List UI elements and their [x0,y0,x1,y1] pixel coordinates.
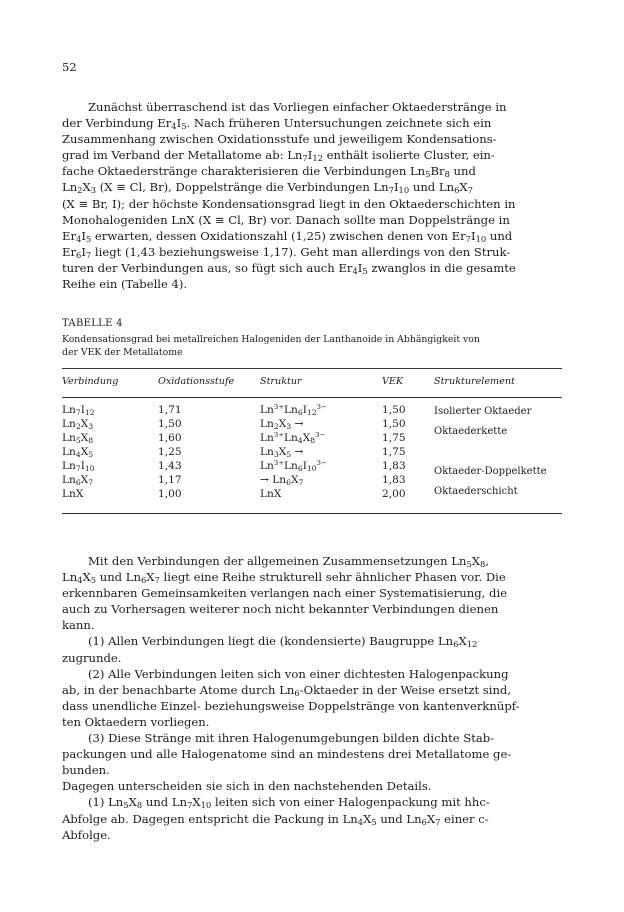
cell-verbindung: $Ln_7I_{10}$ [62,460,95,473]
cell-vek: 1,75 [382,446,406,458]
intro-line: der Verbindung $Er_4I_5$. Nach früheren Untersuchungen zeichnete sich ein [62,116,492,132]
body-line: ten Oktaedern vorliegen. [62,714,210,729]
body-line: (1) Allen Verbindungen liegt die (kondensierte) Baugruppe $Ln_6X_{12}$ [88,634,478,650]
cell-vek: 1,50 [382,418,406,430]
body-text [62,553,562,843]
intro-line: Zusammenhang zwischen Oxidationsstufe und jeweiligem Kondensations- [62,132,497,147]
cell-verbindung: $Ln_2X_3$ [62,418,94,431]
intro-line: fache Oktaederstränge charakterisieren die Verbindungen $Ln_5Br_8$ und [62,164,476,180]
body-line: (3) Diese Stränge mit ihren Halogenumgebungen bilden dichte Stab- [88,731,495,746]
header-verbindung: Verbindung [62,376,119,387]
cell-struktur: $Ln^{3+}Ln_6I_{10}^{3-}$ [260,459,327,473]
body-line: Dagegen unterscheiden sie sich in den nachstehenden Details. [62,779,432,794]
intro-line: $Er_4I_5$ erwarten, dessen Oxidationszahl (1,25) zwischen denen von $Er_7I_{10}$ und [62,228,513,244]
cell-oxidationsstufe: 1,43 [158,460,182,472]
table-bottom-rule [62,513,562,514]
body-line: erkennbaren Gemeinsamkeiten verlangen nach einer Systematisierung, die [62,586,508,601]
body-line: Abfolge. [62,827,111,842]
cell-verbindung: $Ln_6X_7$ [62,474,94,487]
table-header-rule [62,397,562,398]
cell-vek: 1,83 [382,460,406,472]
cell-verbindung: $Ln_5X_8$ [62,432,94,445]
body-line: Mit den Verbindungen der allgemeinen Zusammensetzungen $Ln_5X_8$, [88,554,490,570]
cell-vek: 1,50 [382,404,406,416]
table-top-rule [62,368,562,369]
strukturelement-cell: Oktaeder-Doppelkette [434,466,547,477]
cell-verbindung: $Ln_4X_5$ [62,446,94,459]
intro-line: Monohalogeniden LnX (X ≡ Cl, Br) vor. Danach sollte man Doppelstränge in [62,212,510,227]
header-struktur: Struktur [260,376,302,387]
cell-oxidationsstufe: 1,17 [158,474,182,486]
body-line: Abfolge ab. Dagegen entspricht die Packung in $Ln_4X_5$ und $Ln_6X_7$ einer c- [62,811,489,827]
cell-struktur: $Ln_2X_3$ → [260,418,304,431]
table-caption [62,334,562,359]
body-line: dass unendliche Einzel- beziehungsweise Doppelstränge von kantenverknüpf- [62,698,520,713]
cell-struktur: $Ln^{3+}Ln_6I_{12}^{3-}$ [260,403,327,417]
body-line: $Ln_4X_5$ und $Ln_6X_7$ liegt eine Reihe strukturell sehr ähnlicher Phasen vor. Die [62,570,506,586]
cell-oxidationsstufe: 1,00 [158,488,182,500]
cell-vek: 1,83 [382,474,406,486]
intro-line: Zunächst überraschend ist das Vorliegen einfacher Oktaederstränge in [88,100,507,114]
table-header [62,376,562,392]
header-oxidationsstufe: Oxidationsstufe [158,376,235,387]
cell-struktur: $Ln^{3+}Ln_4X_8^{3-}$ [260,431,326,445]
cell-struktur: LnX [260,488,282,500]
body-line: zugrunde. [62,650,122,665]
body-line: auch zu Vorhersagen weiterer noch nicht bekannter Verbindungen dienen [62,602,499,617]
cell-oxidationsstufe: 1,71 [158,404,182,416]
body-line: ab, in der benachbarte Atome durch $Ln_6$-Oktaeder in der Weise ersetzt sind, [62,682,512,698]
cell-oxidationsstufe: 1,25 [158,446,182,458]
body-line: (1) $Ln_5X_8$ und $Ln_7X_{10}$ leiten sich von einer Halogenpackung mit hhc- [88,795,490,811]
intro-paragraph [62,99,562,292]
intro-line: $Er_6I_7$ liegt (1,43 beziehungsweise 1,17). Geht man allerdings von den Struk- [62,244,511,260]
table-caption-line: Kondensationsgrad bei metallreichen Halogeniden der Lanthanoide in Abhängigkeit von [62,334,480,345]
strukturelement-cell: Oktaederschicht [434,486,518,497]
body-line: kann. [62,618,95,633]
cell-oxidationsstufe: 1,60 [158,432,182,444]
body-line: packungen und alle Halogenatome sind an mindestens drei Metallatome ge- [62,747,512,762]
body-line: bunden. [62,763,110,778]
table-caption-line: der VEK der Metallatome [62,346,183,358]
intro-line: turen der Verbindungen aus, so fügt sich auch $Er_4I_5$ zwanglos in die gesamte [62,260,516,277]
cell-vek: 2,00 [382,488,406,500]
header-strukturelement: Strukturelement [434,376,515,387]
cell-verbindung: LnX [62,488,84,500]
intro-line: $Ln_2X_3$ (X ≡ Cl, Br), Doppelstränge die Verbindungen $Ln_7I_{10}$ und $Ln_6X_7$ [62,180,473,196]
cell-verbindung: $Ln_7I_{12}$ [62,404,95,417]
cell-struktur: $Ln_3X_5$ → [260,446,304,459]
table-label: TABELLE 4 [62,318,123,329]
strukturelement-cell: Isolierter Oktaeder [434,406,532,417]
intro-line: (X ≡ Br, I); der höchste Kondensationsgrad liegt in den Oktaederschichten in [62,196,516,211]
intro-line: grad im Verband der Metallatome ab: $Ln_7I_{12}$ enthält isolierte Cluster, ein- [62,148,495,164]
page-number: 52 [62,60,77,74]
strukturelement-cell: Oktaederkette [434,426,508,437]
header-vek: VEK [382,376,404,387]
cell-oxidationsstufe: 1,50 [158,418,182,430]
table-strukturelement-column [62,404,562,504]
body-line: (2) Alle Verbindungen leiten sich von einer dichtesten Halogenpackung [88,666,509,681]
intro-line: Reihe ein (Tabelle 4). [62,277,188,292]
cell-struktur: → $Ln_6X_7$ [260,474,304,487]
cell-vek: 1,75 [382,432,406,444]
